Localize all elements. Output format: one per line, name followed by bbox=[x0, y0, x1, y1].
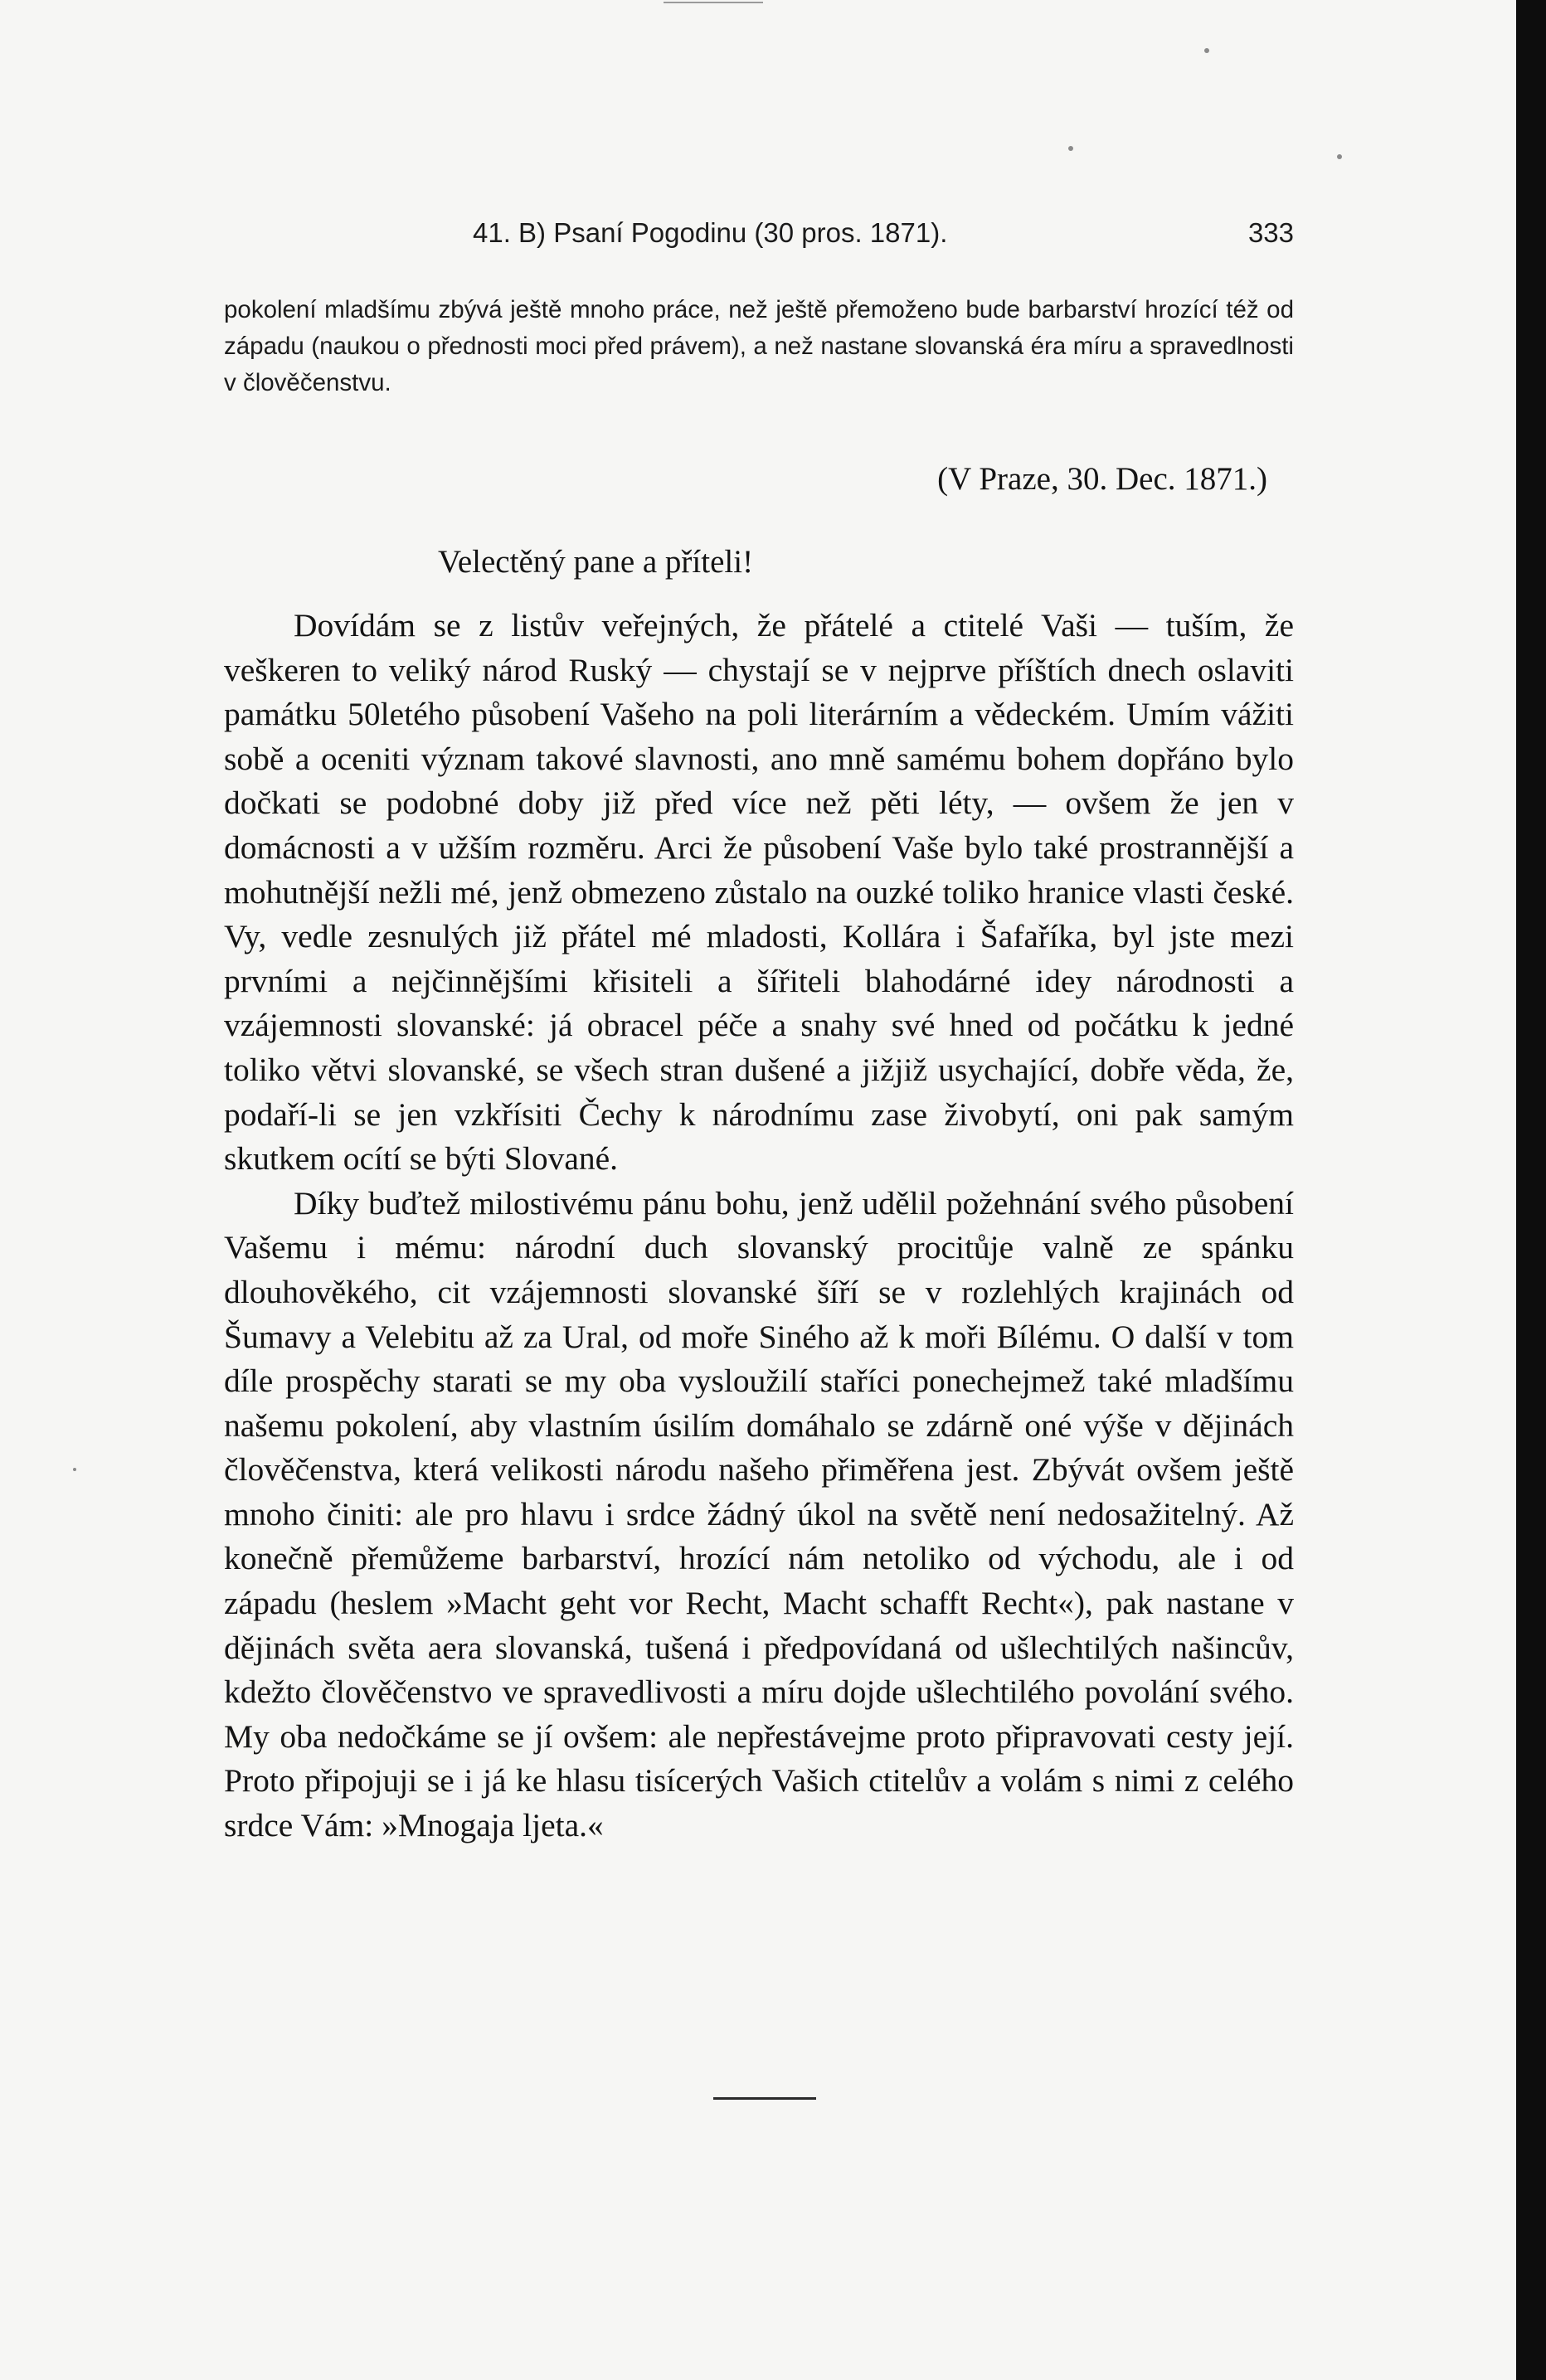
paper-speck bbox=[1068, 146, 1073, 151]
closing-rule bbox=[713, 2097, 816, 2100]
running-head: 41. B) Psaní Pogodinu (30 pros. 1871). bbox=[473, 217, 948, 248]
paper-speck bbox=[73, 1468, 76, 1471]
scan-border bbox=[1516, 0, 1546, 2380]
letter-dateline: (V Praze, 30. Dec. 1871.) bbox=[937, 461, 1267, 497]
page-header bbox=[224, 217, 1294, 257]
page-number: 333 bbox=[1247, 217, 1294, 248]
paper-speck bbox=[1204, 48, 1209, 53]
top-edge-rule bbox=[664, 2, 763, 3]
letter-body bbox=[224, 604, 1294, 1848]
paper-speck bbox=[1337, 154, 1342, 159]
intro-paragraph: pokolení mladšímu zbývá ještě mnoho práce, než ještě přemoženo bude barbarství hrozící též od západu (naukou o přednosti moci před právem), a než nastane slovanská éra míru a spravedlnosti v člověčenstvu. bbox=[224, 296, 1294, 396]
letter-paragraph-2: Díky buďtež milostivému pánu bohu, jenž udělil požehnání svého působení Vašemu i mému: národní duch slovanský procitůje valně ze spánku dlouhověkého, cit vzájemnosti slovanské šíří se v rozlehlých krajinách od Šumavy a Velebitu až za Ural, od moře Siného až k moři Bílému. O další v tom díle prospěchy starati se my oba vysloužilí staříci ponechejmež také mladšímu našemu pokolení, aby vlastním úsilím domáhalo se zdárně oné výše v dějinách člověčenstva, která velikosti národu našeho přiměřena jest. Zbývát ovšem ještě mnoho činiti: ale pro hlavu i srdce žádný úkol na světě není nedosažitelný. Až konečně přemůžeme barbarství, hrozící nám netoliko od východu, ale i od západu (heslem »Macht geht vor Recht, Macht schafft Recht«), pak nastane v dějinách světa aera slovanská, tušená i předpovídaná od ušlechtilých našincův, kdežto člověčenstvo ve spravedlivosti a míru dojde ušlechtilého povolání svého. My oba nedočkáme se jí ovšem: ale nepřestávejme proto připravovati cesty její. Proto připojuji se i já ke hlasu tisícerých Vašich ctitelův a volám s nimi z celého srdce Vám: »Mnogaja ljeta.« bbox=[224, 1184, 1294, 1844]
letter-salutation: Velectěný pane a příteli! bbox=[438, 544, 754, 580]
letter-paragraph-1: Dovídám se z listův veřejných, že přátelé a ctitelé Vaši — tuším, že veškeren to veliký národ Ruský — chystají se v nejprve příštích dnech oslaviti památku 50letého působení Vašeho na poli literárním a vědeckém. Umím vážiti sobě a oceniti význam takové slavnosti, ano mně samému bohem dopřáno bylo dočkati se podobné doby již před více než pěti léty, — ovšem že jen v domácnosti a v užším rozměru. Arci že působení Vaše bylo také prostrannější a mohutnější nežli mé, jenž obmezeno zůstalo na ouzké toliko hranice vlasti české. Vy, vedle zesnulých již přátel mé mladosti, Kollára i Šafaříka, byl jste mezi prvními a nejčinnějšími křisiteli a šířiteli blahodárné idey národnosti a vzájemnosti slovanské: já obracel péče a snahy své hned od počátku k jedné toliko větvi slovanské, se všech stran dušené a jižjiž usychající, dobře věda, že, podaří-li se jen vzkřísiti Čechy k národnímu zase živobytí, oni pak samým skutkem ocítí se býti Slované. bbox=[224, 607, 1294, 1178]
